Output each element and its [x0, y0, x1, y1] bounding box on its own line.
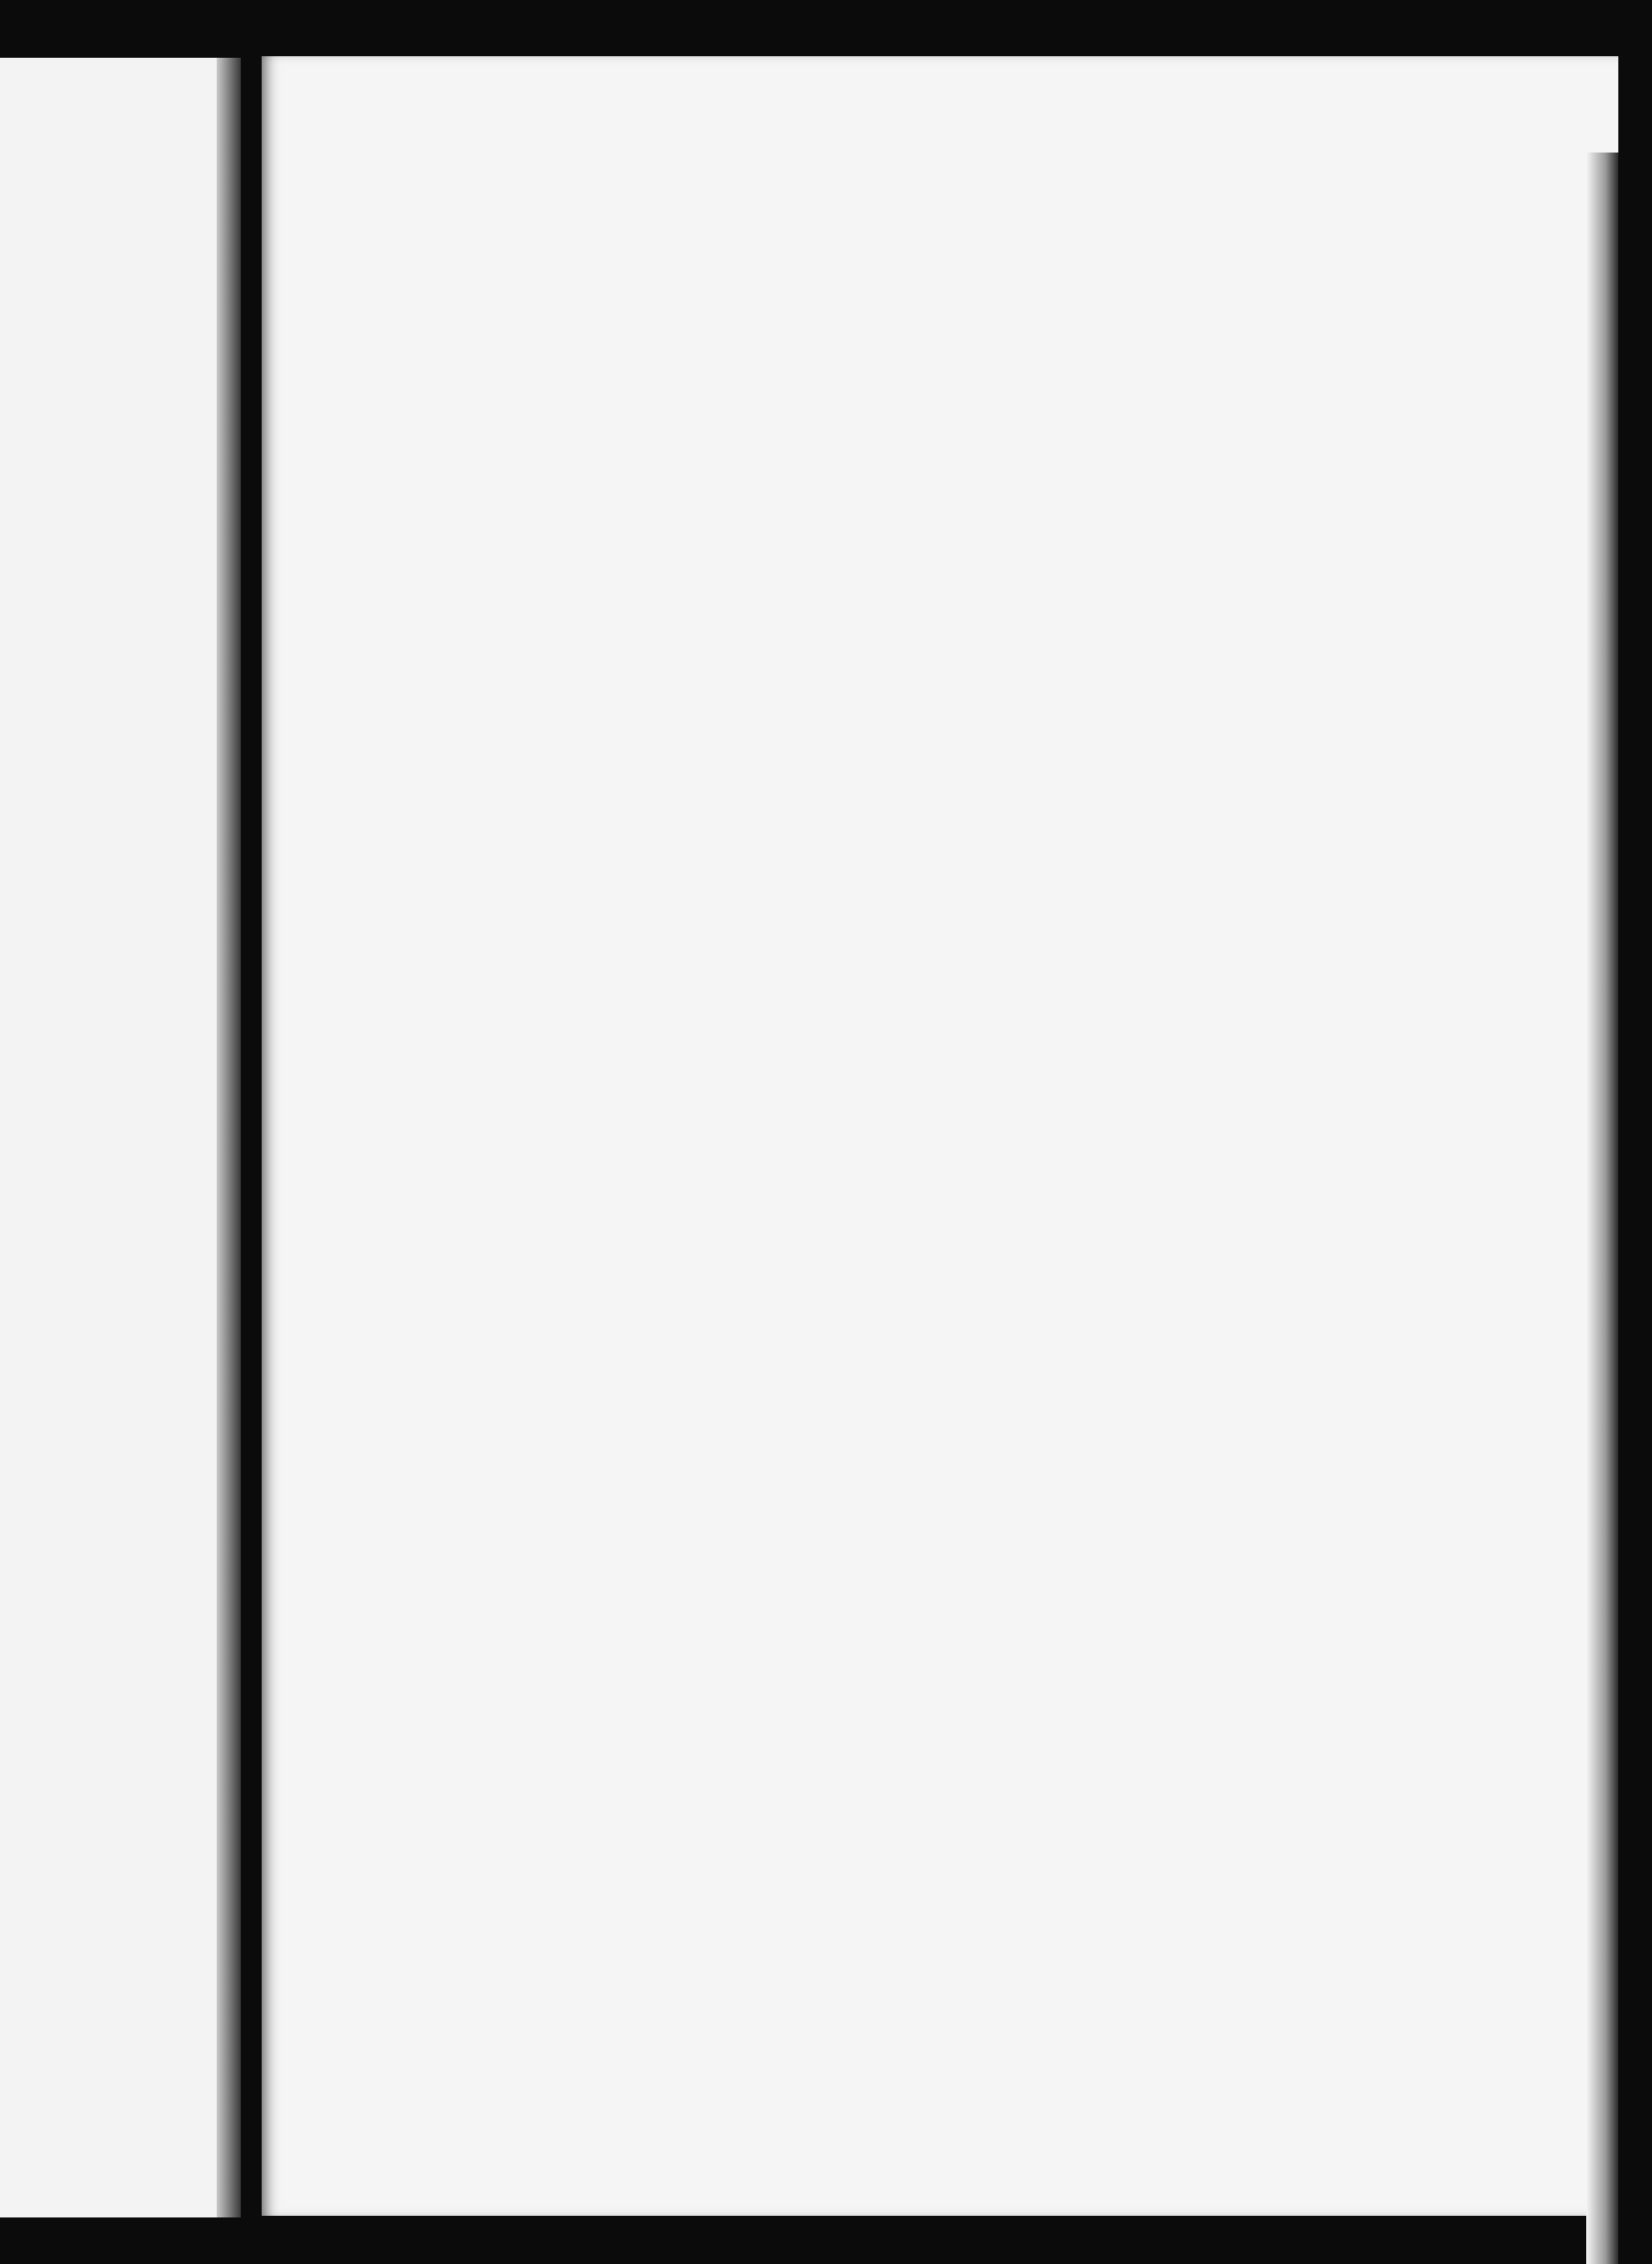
- page-edge-shadow: [1586, 153, 1618, 2264]
- book-page: [262, 56, 1618, 2216]
- facing-page: [0, 58, 241, 2217]
- running-header: [493, 239, 1352, 295]
- facing-page-spine-shadow: [217, 58, 241, 2217]
- book-gutter: [241, 58, 262, 2217]
